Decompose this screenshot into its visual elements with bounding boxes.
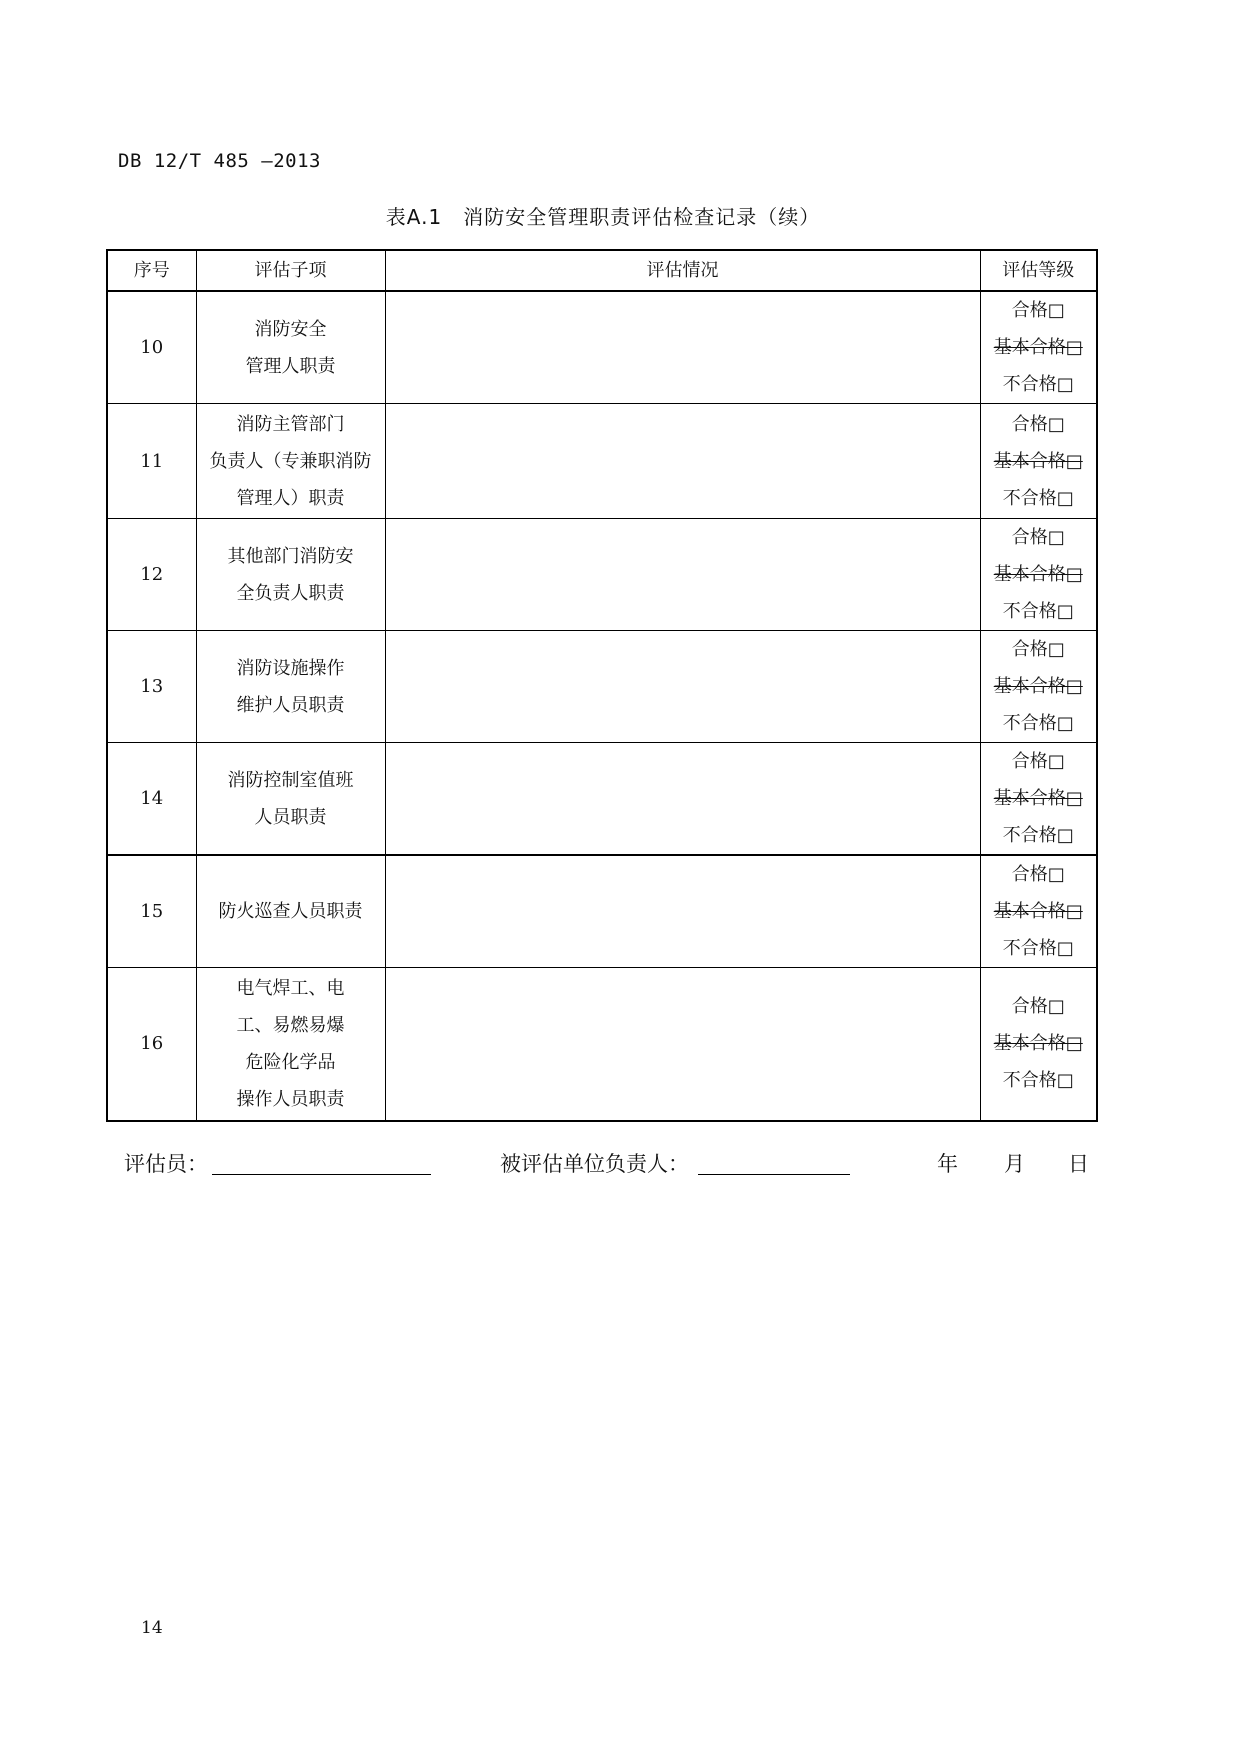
table-row <box>107 291 1097 404</box>
row-item-line: 消防设施操作 <box>236 657 345 679</box>
signature-footer <box>124 1148 1094 1178</box>
header-item: 评估子项 <box>196 250 385 291</box>
grade-option-fail[interactable]: 不合格□ <box>1002 1070 1074 1092</box>
row-item-line: 危险化学品 <box>245 1051 336 1073</box>
row-item-line: 电气焊工、电 <box>236 977 345 999</box>
page-number: 14 <box>141 1618 163 1638</box>
row-item-line: 操作人员职责 <box>236 1088 345 1110</box>
row-item <box>196 855 385 968</box>
row-item <box>196 968 385 1121</box>
table-row <box>107 968 1097 1121</box>
row-seq: 14 <box>107 743 196 856</box>
row-grade-options <box>980 291 1097 404</box>
row-grade-options <box>980 968 1097 1121</box>
row-item <box>196 743 385 856</box>
row-item-line: 管理人职责 <box>245 355 336 377</box>
row-item-line: 消防安全 <box>254 318 327 340</box>
grade-option-pass[interactable]: 合格□ <box>1011 413 1065 435</box>
row-grade-options <box>980 519 1097 631</box>
row-item-line: 全负责人职责 <box>236 582 345 604</box>
header-grade: 评估等级 <box>980 250 1097 291</box>
row-situation-cell[interactable] <box>385 968 980 1121</box>
row-grade-options <box>980 855 1097 968</box>
row-situation-cell[interactable] <box>385 743 980 856</box>
header-seq: 序号 <box>107 250 196 291</box>
grade-option-fail[interactable]: 不合格□ <box>1002 938 1074 959</box>
grade-option-fail[interactable]: 不合格□ <box>1002 825 1074 846</box>
row-item-line: 防火巡查人员职责 <box>218 901 363 922</box>
year-label: 年 <box>937 1152 958 1176</box>
grade-option-pass[interactable]: 合格□ <box>1011 300 1065 321</box>
grade-option-fail[interactable]: 不合格□ <box>1002 374 1074 395</box>
evaluator-label: 评估员： <box>124 1152 208 1176</box>
row-situation-cell[interactable] <box>385 519 980 631</box>
grade-option-basic-pass[interactable]: 基本合格□ <box>993 450 1083 472</box>
table-row <box>107 855 1097 968</box>
header-situation: 评估情况 <box>385 250 980 291</box>
grade-option-pass[interactable]: 合格□ <box>1011 751 1065 772</box>
grade-option-basic-pass[interactable]: 基本合格□ <box>993 676 1083 697</box>
row-seq: 12 <box>107 519 196 631</box>
row-item <box>196 404 385 519</box>
row-item-line: 工、易燃易爆 <box>236 1014 345 1036</box>
evaluation-record-table <box>106 249 1098 1122</box>
table-row <box>107 519 1097 631</box>
grade-option-basic-pass[interactable]: 基本合格□ <box>993 1033 1083 1055</box>
row-grade-options <box>980 404 1097 519</box>
day-label: 日 <box>1068 1152 1089 1176</box>
table-row <box>107 404 1097 519</box>
grade-option-fail[interactable]: 不合格□ <box>1002 487 1074 509</box>
document-code: DB 12/T 485 —2013 <box>118 150 321 172</box>
grade-option-basic-pass[interactable]: 基本合格□ <box>993 337 1083 358</box>
row-item-line: 人员职责 <box>254 806 327 828</box>
grade-option-pass[interactable]: 合格□ <box>1011 864 1065 885</box>
row-grade-options <box>980 631 1097 743</box>
row-item-line: 消防主管部门 <box>236 413 345 435</box>
grade-option-basic-pass[interactable]: 基本合格□ <box>993 901 1083 922</box>
grade-option-fail[interactable]: 不合格□ <box>1002 601 1074 622</box>
grade-option-basic-pass[interactable]: 基本合格□ <box>993 564 1083 585</box>
row-item <box>196 291 385 404</box>
grade-option-fail[interactable]: 不合格□ <box>1002 713 1074 734</box>
row-seq: 11 <box>107 404 196 519</box>
unit-head-signature-line[interactable] <box>698 1174 850 1175</box>
month-label: 月 <box>1004 1152 1025 1176</box>
row-situation-cell[interactable] <box>385 855 980 968</box>
row-seq: 13 <box>107 631 196 743</box>
row-item <box>196 519 385 631</box>
row-item-line: 其他部门消防安 <box>227 545 354 567</box>
unit-head-label: 被评估单位负责人： <box>500 1152 689 1176</box>
row-item-line: 维护人员职责 <box>236 694 345 716</box>
row-situation-cell[interactable] <box>385 291 980 404</box>
row-item-line: 负责人（专兼职消防 <box>209 450 372 472</box>
row-seq: 10 <box>107 291 196 404</box>
grade-option-basic-pass[interactable]: 基本合格□ <box>993 788 1083 809</box>
row-situation-cell[interactable] <box>385 631 980 743</box>
grade-option-pass[interactable]: 合格□ <box>1011 996 1065 1018</box>
evaluator-signature-line[interactable] <box>212 1174 431 1175</box>
table-header-row <box>107 250 1097 291</box>
row-grade-options <box>980 743 1097 856</box>
row-item-line: 消防控制室值班 <box>227 769 354 791</box>
row-item <box>196 631 385 743</box>
row-item-line: 管理人）职责 <box>236 487 345 509</box>
table-row <box>107 743 1097 856</box>
row-seq: 16 <box>107 968 196 1121</box>
grade-option-pass[interactable]: 合格□ <box>1011 527 1065 548</box>
grade-option-pass[interactable]: 合格□ <box>1011 639 1065 660</box>
table-row <box>107 631 1097 743</box>
table-caption: 表A.1 消防安全管理职责评估检查记录（续） <box>385 205 821 229</box>
row-seq: 15 <box>107 855 196 968</box>
row-situation-cell[interactable] <box>385 404 980 519</box>
